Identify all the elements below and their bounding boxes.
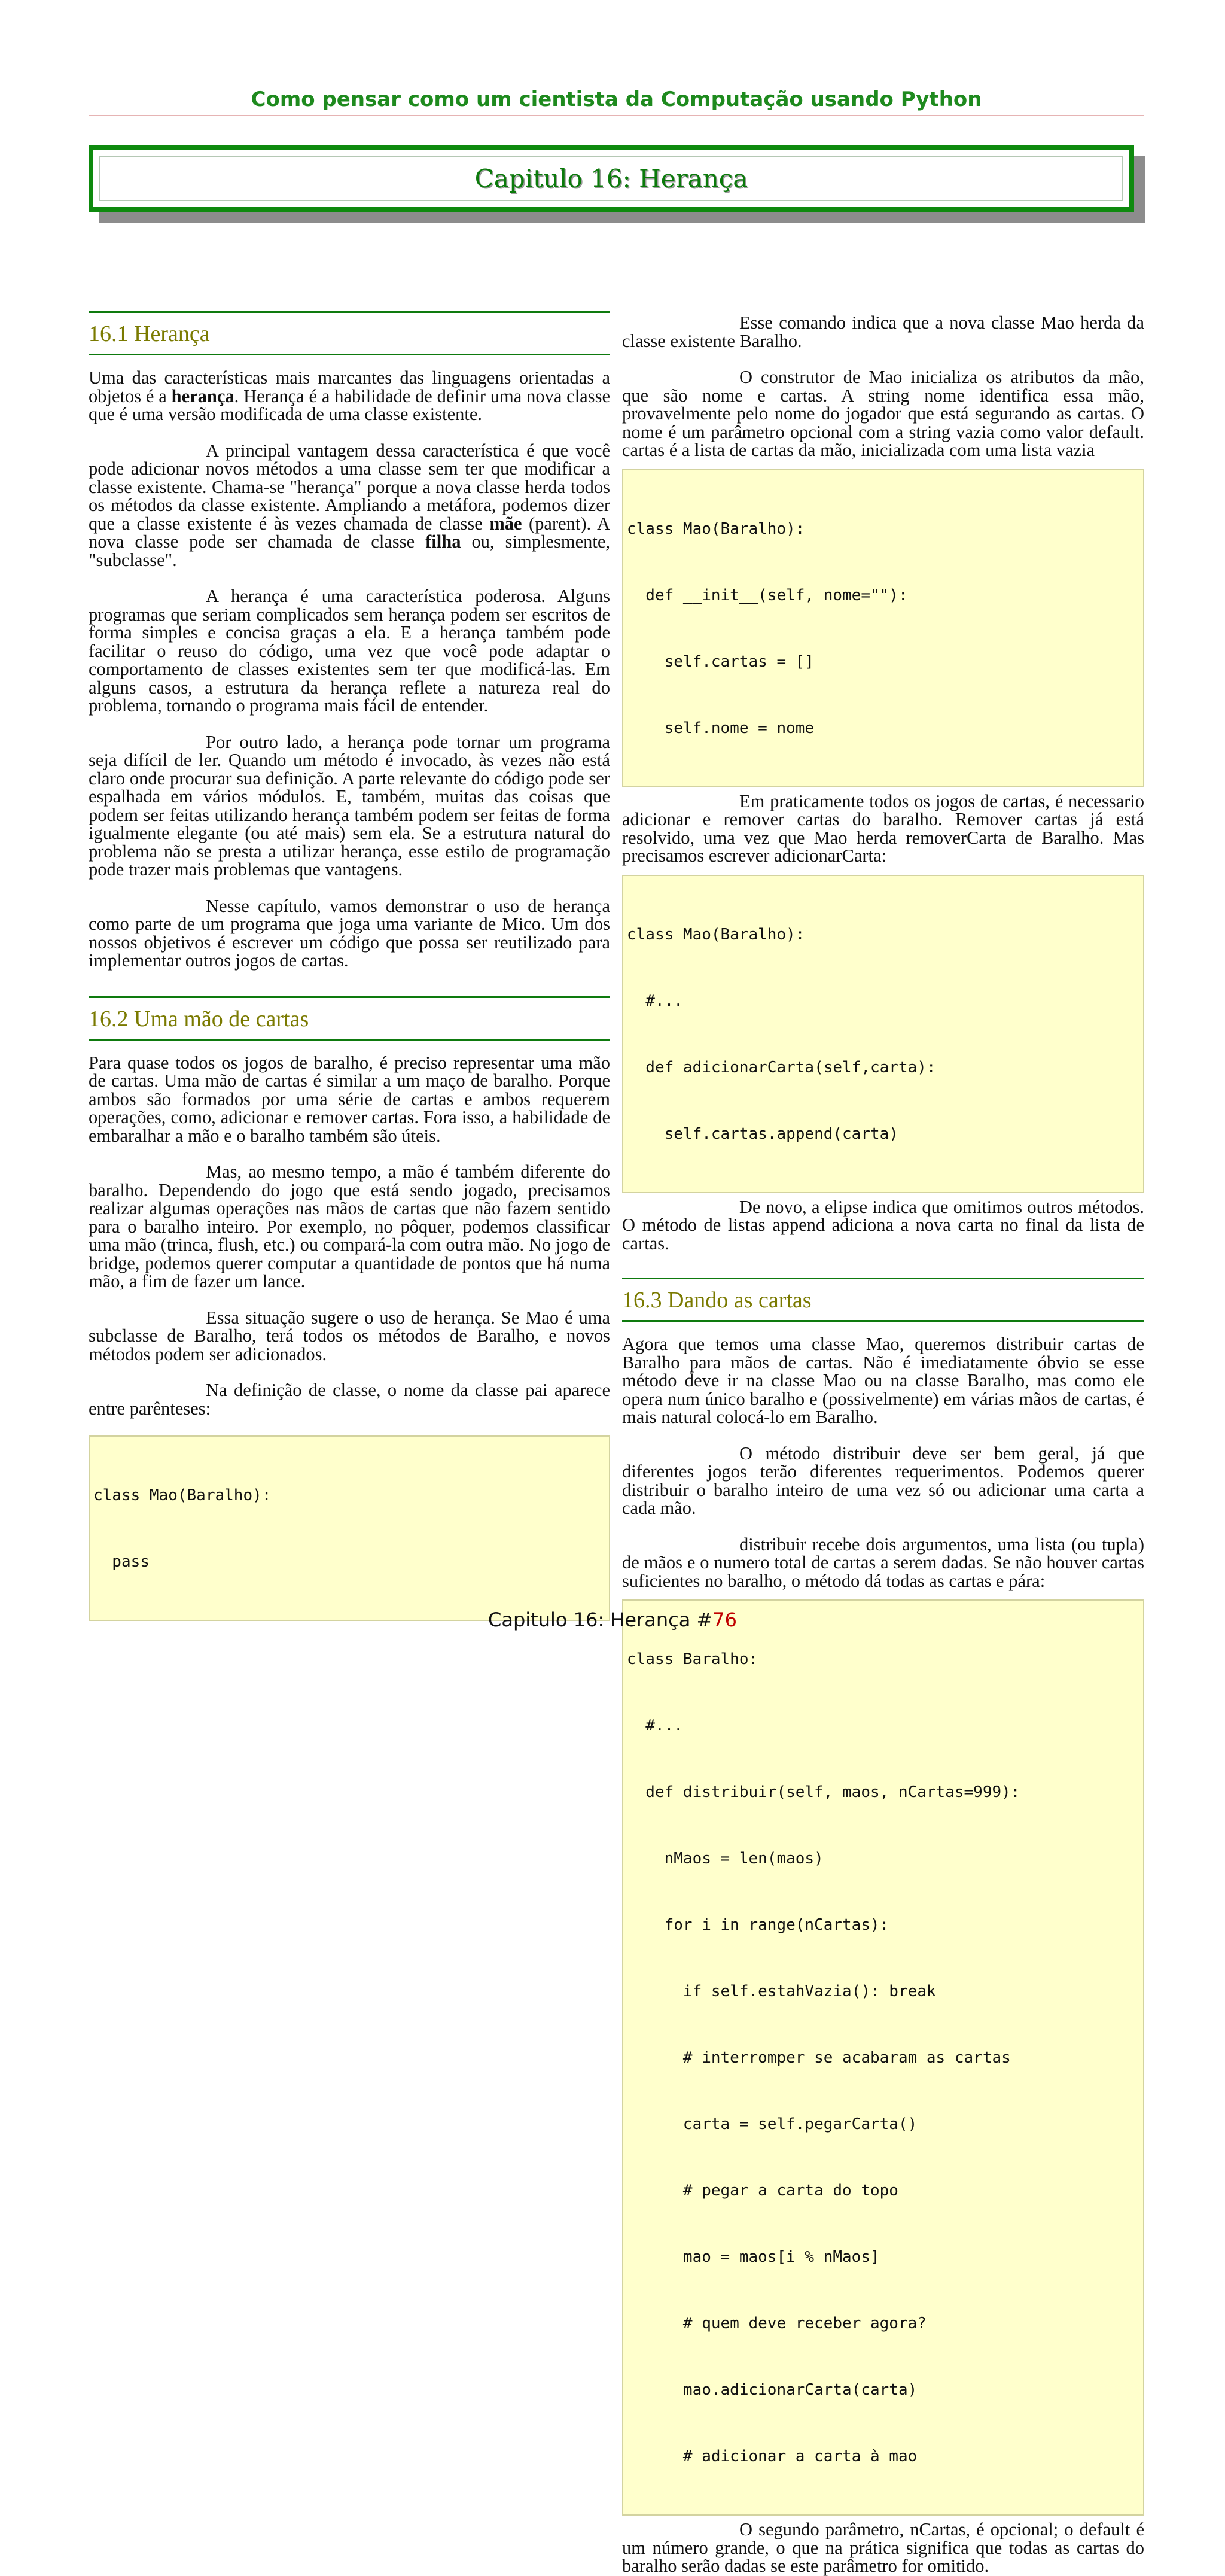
code-line: #...	[627, 992, 683, 1010]
chapter-title-box	[89, 145, 1134, 212]
footer-label: Capitulo 16: Herança #	[488, 1608, 713, 1631]
code-line: def distribuir(self, maos, nCartas=999):	[627, 1783, 1020, 1801]
section-16-1	[89, 311, 610, 355]
code-block	[622, 469, 1144, 787]
page-footer	[0, 1608, 1225, 1631]
section-16-3	[622, 1278, 1144, 1322]
running-header: Como pensar como um cientista da Computação usando Python	[251, 87, 982, 111]
code-block	[89, 1435, 610, 1621]
paragraph: O segundo parâmetro, nCartas, é opcional; o default é um número grande, o que na prática significa que todas as cartas do baralho serão dadas se este parâmetro for omitido.	[622, 2519, 1144, 2576]
section-title: 16.3 Dando as cartas	[622, 1288, 812, 1313]
code-line: class Mao(Baralho):	[627, 519, 805, 538]
code-line: self.nome = nome	[627, 719, 815, 737]
code-line: # pegar a carta do topo	[627, 2182, 898, 2200]
paragraph: A herança é uma característica poderosa. Alguns programas que seriam complicados sem herança podem ser escritos de forma simples e concisa graças a ela. E a herança também pode facilitar o reuso do código, uma vez que você pode adaptar o comportamento de classes existentes sem ter que modificá-las. Em alguns casos, a estrutura da herança reflete a natureza real do problema, tornando o programa mais fácil de entender.	[89, 586, 610, 716]
paragraph: A principal vantagem dessa característica é que você pode adicionar novos métodos a uma classe sem ter que modificar a classe existente. Chama-se "herança" porque a nova classe herda todos os métodos da classe existente. Ampliando a metáfora, podemos dizer que a classe existente é às vezes chamada de classe mãe (parent). A nova classe pode ser chamada de classe filha ou, simplesmente, "subclasse".	[89, 440, 610, 570]
bold-term: herança	[171, 385, 234, 406]
paragraph: Agora que temos uma classe Mao, queremos distribuir cartas de Baralho para mãos de cartas. Não é imediatamente óbvio se esse método deve ir na classe Mao ou na classe Baralho, mas como ele opera num único baralho e (possivelmente) em várias mãos de cartas, é mais natural colocá-lo em Baralho.	[622, 1334, 1144, 1427]
code-line: # quem deve receber agora?	[627, 2315, 927, 2332]
code-line: self.cartas.append(carta)	[627, 1124, 898, 1143]
code-line: # adicionar a carta à mao	[627, 2447, 918, 2465]
chapter-title: Capitulo 16: Herança	[474, 163, 748, 193]
code-line: if self.estahVazia(): break	[627, 1982, 936, 2000]
bold-term: mãe	[489, 513, 522, 534]
paragraph: O construtor de Mao inicializa os atributos da mão, que são nome e cartas. A string nome identifica essa mão, provavelmente pelo nome do jogador que está segurando as cartas. O nome é um parâmetro opcional com a string vazia como valor default. cartas é a lista de cartas da mão, inicializada com uma lista vazia	[622, 367, 1144, 460]
paragraph: Esse comando indica que a nova classe Mao herda da classe existente Baralho.	[622, 312, 1144, 351]
paragraph: O método distribuir deve ser bem geral, já que diferentes jogos terão diferentes requerimentos. Podemos querer distribuir o baralho inteiro de uma vez só ou adicionar uma carta a cada mão.	[622, 1443, 1144, 1518]
code-block	[622, 875, 1144, 1193]
paragraph: Nesse capítulo, vamos demonstrar o uso de herança como parte de um programa que joga uma variante de Mico. Um dos nossos objetivos é escrever um código que possa ser reutilizado para implementar outros jogos de cartas.	[89, 895, 610, 971]
code-line: self.cartas = []	[627, 652, 815, 671]
code-line: # interromper se acabaram as cartas	[627, 2049, 1011, 2067]
header-rule	[89, 115, 1144, 116]
code-line: class Baralho:	[627, 1650, 758, 1668]
paragraph: Na definição de classe, o nome da classe pai aparece entre parênteses:	[89, 1380, 610, 1419]
code-line: def __init__(self, nome=""):	[627, 586, 908, 604]
left-column	[89, 311, 610, 1626]
paragraph: Por outro lado, a herança pode tornar um programa seja difícil de ler. Quando um método é invocado, às vezes não está claro onde procurar sua definição. A parte relevante do código pode ser espalhada em vários módulos. E, também, muitas das coisas que podem ser feitas utilizando herança também podem ser feitas de forma igualmente elegante (ou até mais) sem ela. Se a estrutura natural do problema não se presta a utilizar herança, esse estilo de programação pode trazer mais problemas que vantagens.	[89, 731, 610, 880]
code-line: def adicionarCarta(self,carta):	[627, 1058, 936, 1076]
paragraph: Essa situação sugere o uso de herança. Se Mao é uma subclasse de Baralho, terá todos os métodos de Baralho, e novos métodos podem ser adicionados.	[89, 1307, 610, 1364]
paragraph: De novo, a elipse indica que omitimos outros métodos. O método de listas append adiciona a nova carta no final da lista de cartas.	[622, 1196, 1144, 1254]
chapter-title-inner	[99, 156, 1123, 201]
paragraph: Mas, ao mesmo tempo, a mão é também diferente do baralho. Dependendo do jogo que está sendo jogado, precisamos realizar algumas operações nas mãos de cartas que não fazem sentido para o baralho inteiro. Por exemplo, no pôquer, podemos classificar uma mão (trinca, flush, etc.) ou compará-la com outra mão. No jogo de bridge, podemos querer computar a quantidade de pontos que há numa mão, a fim de fazer um lance.	[89, 1161, 610, 1291]
code-line: nMaos = len(maos)	[627, 1850, 824, 1868]
section-16-2	[89, 996, 610, 1041]
section-title: 16.2 Uma mão de cartas	[89, 1006, 309, 1032]
code-line: class Mao(Baralho):	[627, 925, 805, 944]
page-number: 76	[712, 1608, 737, 1631]
code-line: #...	[627, 1717, 683, 1735]
code-block	[622, 1599, 1144, 2516]
paragraph: Em praticamente todos os jogos de cartas, é necessario adicionar e remover cartas do baralho. Remover cartas já está resolvido, uma vez que Mao herda removerCarta de Baralho. Mas precisamos escrever adicionarCarta:	[622, 790, 1144, 866]
paragraph: Uma das características mais marcantes das linguagens orientadas a objetos é a herança. Herança é a habilidade de definir uma nova classe que é uma versão modificada de uma classe existente.	[89, 367, 610, 424]
code-line: mao.adicionarCarta(carta)	[627, 2381, 918, 2399]
code-line: class Mao(Baralho):	[93, 1486, 272, 1504]
paragraph: Para quase todos os jogos de baralho, é preciso representar uma mão de cartas. Uma mão de cartas é similar a um maço de baralho. Porque ambos são formados por uma série de cartas e ambos requerem operações, como, adicionar e remover cartas. Fora isso, a habilidade de embaralhar a mão e o baralho também são úteis.	[89, 1052, 610, 1146]
code-line: mao = maos[i % nMaos]	[627, 2248, 880, 2266]
code-line: for i in range(nCartas):	[627, 1916, 889, 1934]
code-line: pass	[93, 1553, 150, 1571]
right-column	[622, 314, 1144, 2575]
section-title: 16.1 Herança	[89, 321, 210, 346]
code-line: carta = self.pegarCarta()	[627, 2115, 918, 2133]
paragraph: distribuir recebe dois argumentos, uma lista (ou tupla) de mãos e o numero total de cartas a serem dadas. Se não houver cartas suficientes no baralho, o método dá todas as cartas e pára:	[622, 1534, 1144, 1591]
bold-term: filha	[425, 531, 461, 552]
